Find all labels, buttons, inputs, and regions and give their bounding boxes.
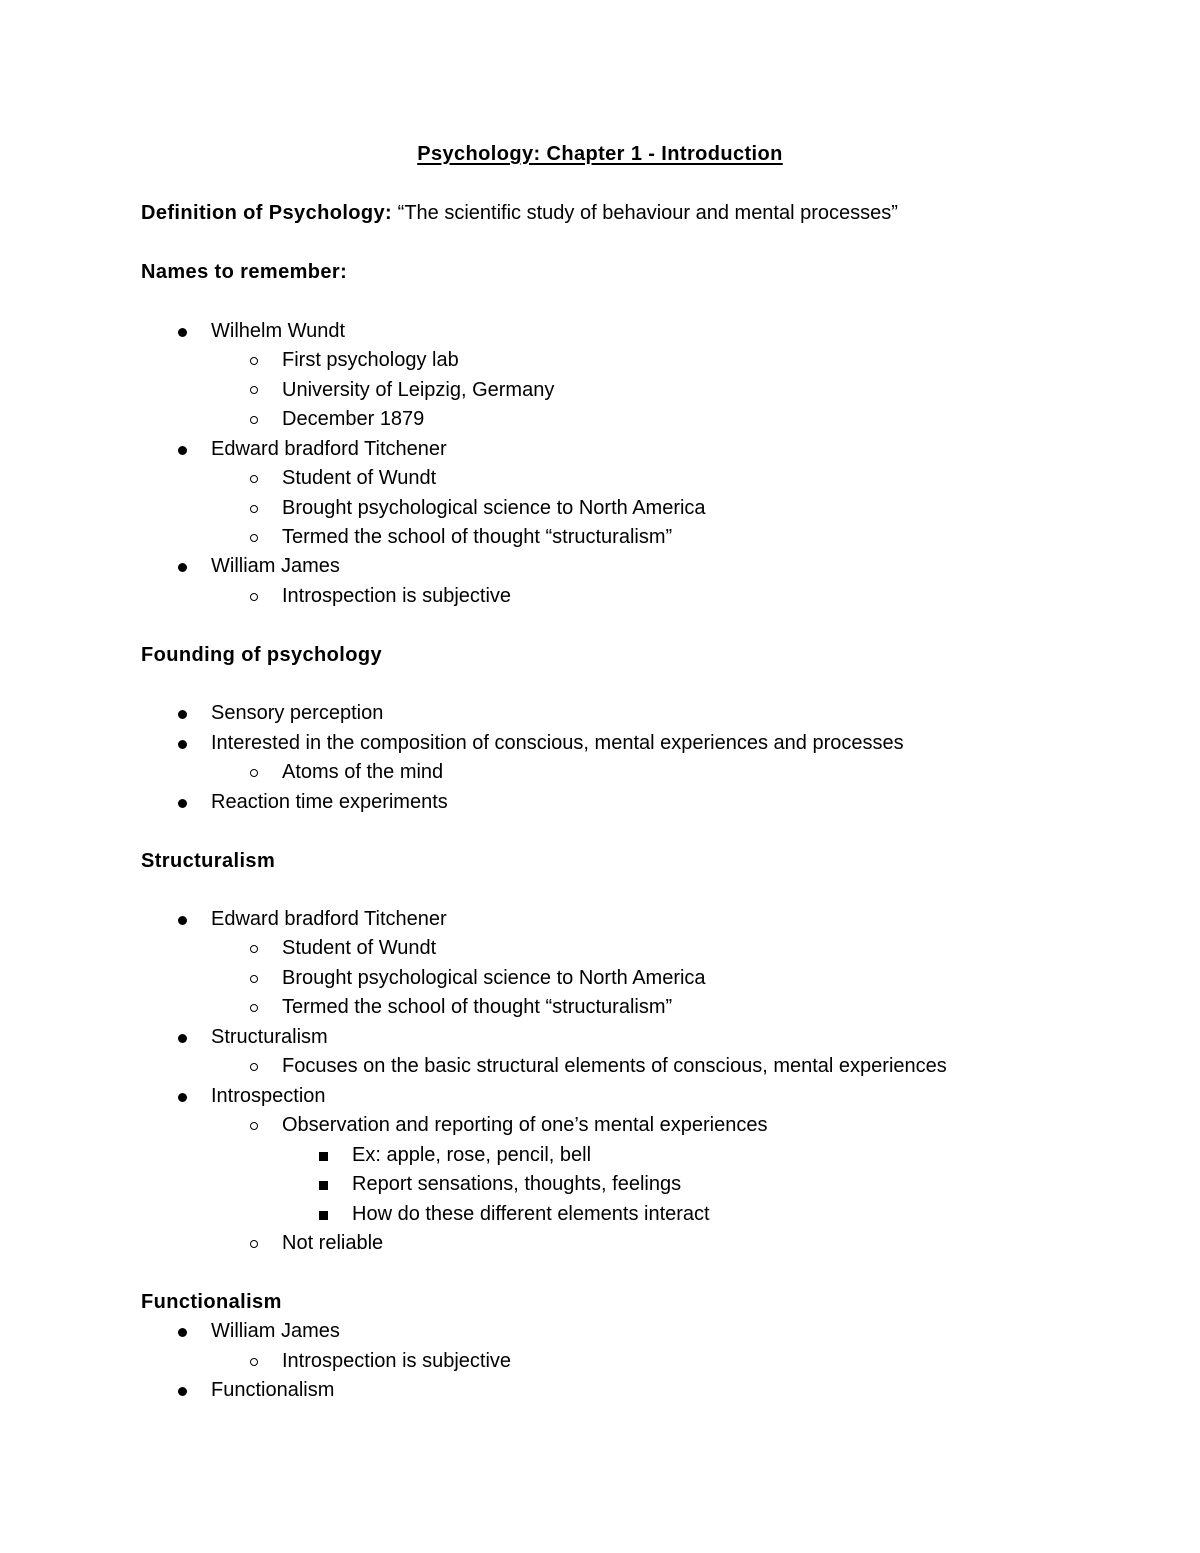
list-subitem: Not reliable [282, 1232, 384, 1254]
list-subitem: Termed the school of thought “structuralism” [282, 996, 673, 1018]
section-heading-structuralism: Structuralism [141, 850, 276, 872]
circle-bullet-icon [250, 475, 258, 483]
disc-bullet-icon [178, 740, 187, 749]
circle-bullet-icon [250, 1063, 258, 1071]
list-subitem: Student of Wundt [282, 937, 437, 959]
definition-text: “The scientific study of behaviour and mental processes” [392, 202, 898, 224]
list-subitem: Atoms of the mind [282, 761, 444, 783]
list-item: Sensory perception [211, 702, 384, 724]
list-item: Reaction time experiments [211, 791, 448, 813]
list-subsubitem: Report sensations, thoughts, feelings [352, 1173, 682, 1195]
list-subitem: Observation and reporting of one’s mental experiences [282, 1114, 768, 1136]
circle-bullet-icon [250, 1122, 258, 1130]
definition-label: Definition of Psychology: [141, 202, 393, 224]
circle-bullet-icon [250, 505, 258, 513]
disc-bullet-icon [178, 799, 187, 808]
circle-bullet-icon [250, 945, 258, 953]
list-subitem: Student of Wundt [282, 467, 437, 489]
disc-bullet-icon [178, 446, 187, 455]
disc-bullet-icon [178, 1093, 187, 1102]
list-subsubitem: Ex: apple, rose, pencil, bell [352, 1144, 592, 1166]
square-bullet-icon [319, 1181, 328, 1190]
square-bullet-icon [319, 1211, 328, 1220]
definition-line [141, 201, 898, 225]
list-subitem: December 1879 [282, 408, 425, 430]
list-item: William James [211, 555, 340, 577]
list-subsubitem: How do these different elements interact [352, 1203, 710, 1225]
list-subitem: Introspection is subjective [282, 1350, 512, 1372]
circle-bullet-icon [250, 534, 258, 542]
list-item: Interested in the composition of conscious, mental experiences and processes [211, 732, 904, 754]
list-item: Wilhelm Wundt [211, 320, 346, 342]
disc-bullet-icon [178, 1034, 187, 1043]
disc-bullet-icon [178, 328, 187, 337]
disc-bullet-icon [178, 563, 187, 572]
list-item: Introspection [211, 1085, 326, 1107]
list-item: Structuralism [211, 1026, 328, 1048]
list-item: Functionalism [211, 1379, 335, 1401]
list-item: William James [211, 1320, 340, 1342]
list-subitem: Focuses on the basic structural elements of conscious, mental experiences [282, 1055, 947, 1077]
circle-bullet-icon [250, 1004, 258, 1012]
circle-bullet-icon [250, 593, 258, 601]
circle-bullet-icon [250, 386, 258, 394]
list-item: Edward bradford Titchener [211, 908, 447, 930]
list-subitem: Brought psychological science to North America [282, 497, 706, 519]
circle-bullet-icon [250, 416, 258, 424]
list-subitem: University of Leipzig, Germany [282, 379, 555, 401]
section-heading-founding: Founding of psychology [141, 644, 382, 666]
circle-bullet-icon [250, 357, 258, 365]
circle-bullet-icon [250, 1358, 258, 1366]
page-title: Psychology: Chapter 1 - Introduction [417, 143, 783, 165]
section-heading-functionalism: Functionalism [141, 1291, 282, 1313]
list-subitem: First psychology lab [282, 349, 459, 371]
disc-bullet-icon [178, 710, 187, 719]
circle-bullet-icon [250, 975, 258, 983]
circle-bullet-icon [250, 769, 258, 777]
list-subitem: Introspection is subjective [282, 585, 512, 607]
section-heading-names: Names to remember: [141, 261, 348, 283]
list-item: Edward bradford Titchener [211, 438, 447, 460]
square-bullet-icon [319, 1152, 328, 1161]
disc-bullet-icon [178, 1387, 187, 1396]
disc-bullet-icon [178, 1328, 187, 1337]
list-subitem: Brought psychological science to North America [282, 967, 706, 989]
circle-bullet-icon [250, 1240, 258, 1248]
list-subitem: Termed the school of thought “structuralism” [282, 526, 673, 548]
disc-bullet-icon [178, 916, 187, 925]
